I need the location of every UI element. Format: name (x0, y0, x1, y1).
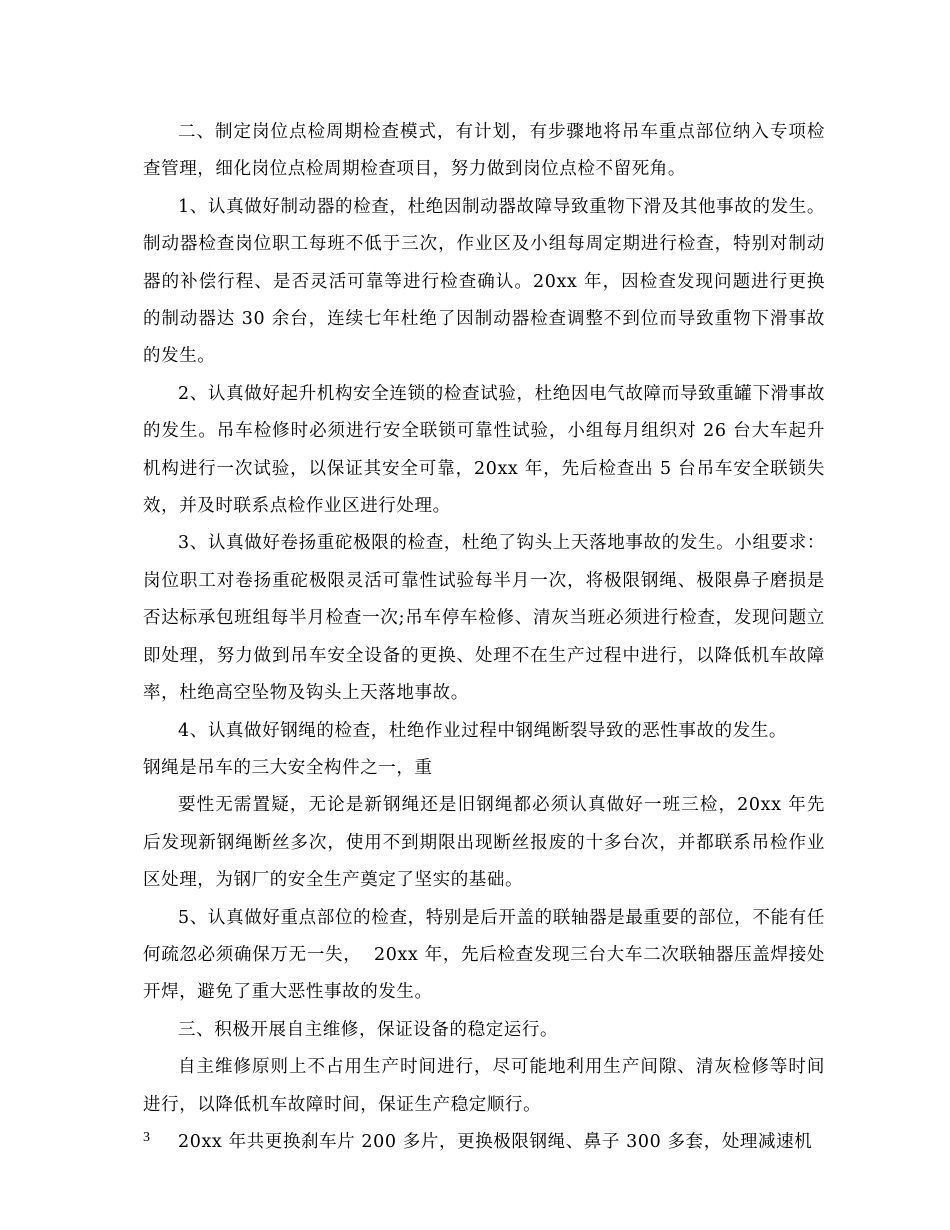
paragraph-replacements: 20xx 年共更换刹车片 200 多片，更换极限钢绳、鼻子 300 多套，处理减速机 (178, 1131, 813, 1152)
paragraph-item-1: 1、认真做好制动器的检查，杜绝因制动器故障导致重物下滑及其他事故的发生。制动器检查岗位职工每班不低于三次，作业区及小组每周定期进行检查，特别对制动器的补偿行程、是否灵活可靠等进行检查确认。20xx 年，因检查发现问题进行更换的制动器达 30 余台，连续七年杜绝了因制动器检查调整不到位而导致重物下滑事故的发生。 (143, 196, 825, 367)
paragraph-item-4: 4、认真做好钢绳的检查，杜绝作业过程中钢绳断裂导致的恶性事故的发生。 (178, 720, 788, 741)
paragraph-section-three: 三、积极开展自主维修，保证设备的稳定运行。 (178, 1019, 559, 1040)
paragraph-item-4-detail: 要性无需置疑，无论是新钢绳还是旧钢绳都必须认真做好一班三检，20xx 年先后发现新钢绳断丝多次，使用不到期限出现断丝报废的十多台次，并都联系吊检作业区处理，为钢厂的安全生产奠定了坚实的基础。 (143, 795, 825, 891)
document-body (143, 114, 825, 1161)
paragraph-self-maintenance: 自主维修原则上不占用生产时间进行，尽可能地利用生产间隙、清灰检修等时间进行，以降低机车故障时间，保证生产稳定顺行。 (143, 1057, 825, 1115)
paragraph-item-3: 3、认真做好卷扬重砣极限的检查，杜绝了钩头上天落地事故的发生。小组要求：岗位职工对卷扬重砣极限灵活可靠性试验每半月一次，将极限钢绳、极限鼻子磨损是否达标承包班组每半月检查一次;吊车停车检修、清灰当班必须进行检查，发现问题立即处理，努力做到吊车安全设备的更换、处理不在生产过程中进行，以降低机车故障率，杜绝高空坠物及钩头上天落地事故。 (143, 533, 825, 704)
page-number: 3 (143, 1130, 150, 1145)
paragraph-section-two: 二、制定岗位点检周期检查模式，有计划，有步骤地将吊车重点部位纳入专项检查管理，细化岗位点检周期检查项目，努力做到岗位点检不留死角。 (143, 122, 825, 180)
paragraph-item-5: 5、认真做好重点部位的检查，特别是后开盖的联轴器是最重要的部位，不能有任何疏忽必须确保万无一失， 20xx 年，先后检查发现三台大车二次联轴器压盖焊接处开焊，避免了重大恶性事故的发生。 (143, 907, 825, 1003)
paragraph-item-4-continued: 钢绳是吊车的三大安全构件之一，重 (143, 757, 433, 778)
paragraph-item-2: 2、认真做好起升机构安全连锁的检查试验，杜绝因电气故障而导致重罐下滑事故的发生。吊车检修时必须进行安全联锁可靠性试验，小组每月组织对 26 台大车起升机构进行一次试验，以保证其安全可靠，20xx 年，先后检查出 5 台吊车安全联锁失效，并及时联系点检作业区进行处理。 (143, 383, 825, 517)
